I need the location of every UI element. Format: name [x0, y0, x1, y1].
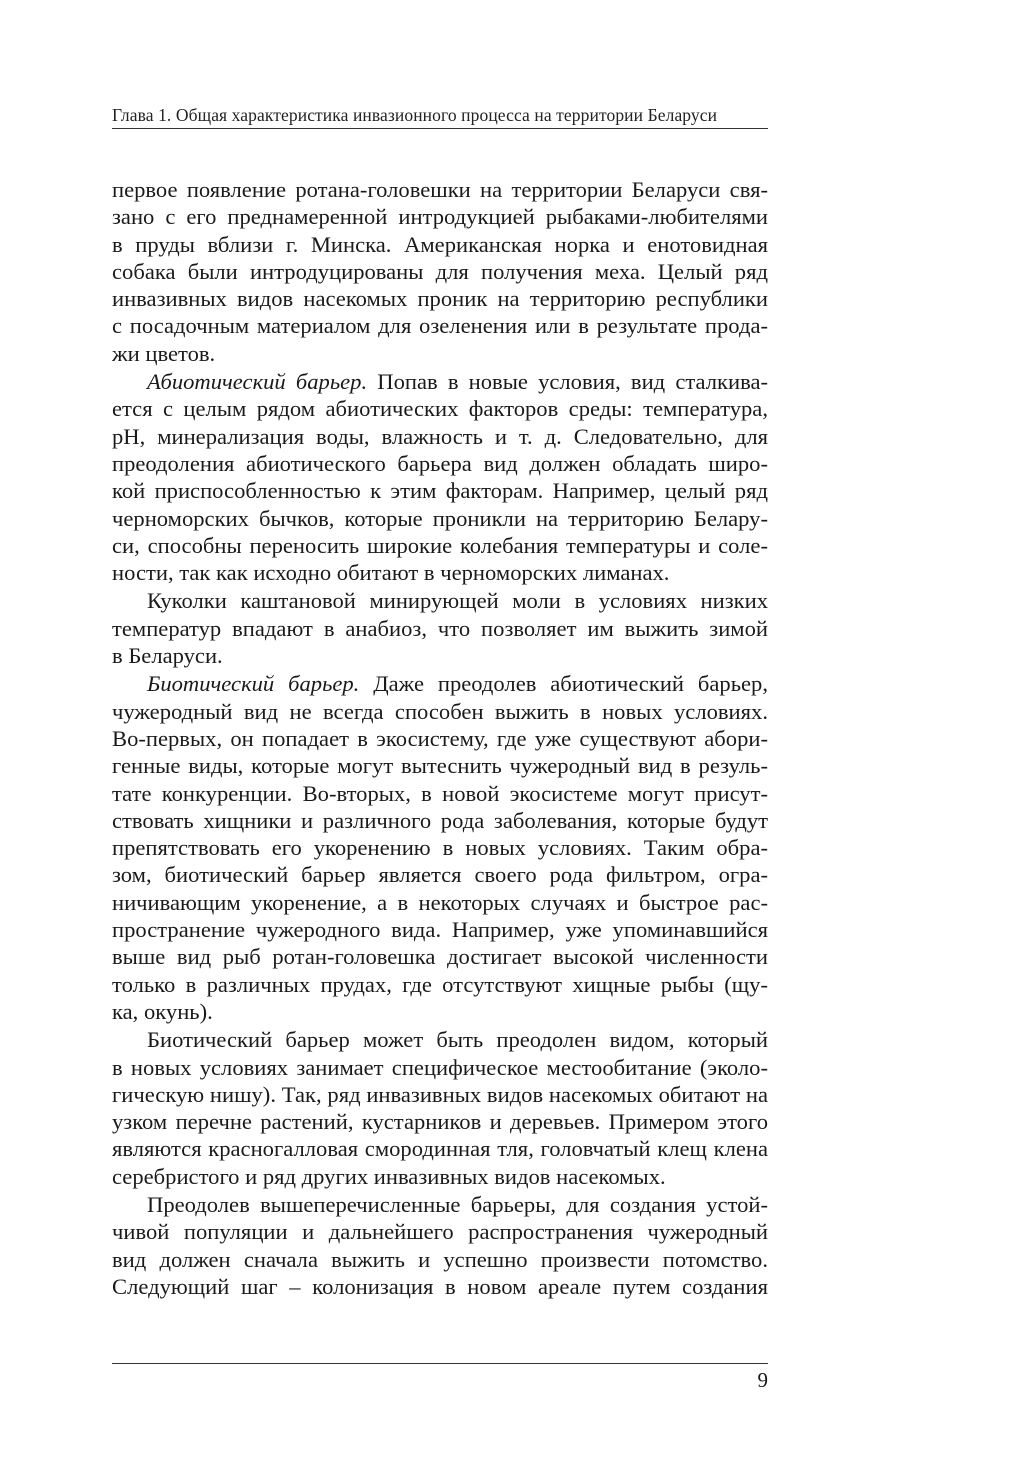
text-line: жи цветов. [112, 340, 216, 366]
text-fragment: Попав в новые условия, вид сталкива- [367, 369, 768, 395]
text-line: ется с целым рядом абиотических факторов среды: температура, [112, 396, 768, 422]
text-line: пространение чужеродного вида. Например, уже упоминавшийся [112, 917, 768, 943]
header-divider [112, 128, 768, 129]
running-header: Глава 1. Общая характеристика инвазионного процесса на территории Беларуси [112, 105, 718, 125]
text-line: си, способны переносить широкие колебания температуры и соле- [112, 532, 768, 558]
text-line: выше вид рыб ротан-головешка достигает высокой численности [112, 944, 768, 970]
text-line: ничивающим укоренение, а в некоторых случаях и быстрое рас- [112, 889, 768, 915]
text-fragment: Даже преодолев абиотический барьер, [359, 671, 768, 697]
text-line: являются красногалловая смородинная тля, головчатый клещ клена [112, 1136, 768, 1162]
text-line: Во-первых, он попадает в экосистему, где уже существуют абори- [112, 725, 768, 751]
text-line: вид должен сначала выжить и успешно произвести потомство. [112, 1246, 768, 1272]
text-line: ности, так как исходно обитают в черноморских лиманах. [112, 560, 670, 586]
text-line: только в различных прудах, где отсутствуют хищные рыбы (щу- [112, 971, 768, 997]
text-line: Преодолев вышеперечисленные барьеры, для создания устой- [147, 1191, 768, 1217]
text-line: Куколки каштановой минирующей моли в условиях низких [147, 588, 768, 614]
text-line: генные виды, которые могут вытеснить чужеродный вид в резуль- [112, 753, 768, 779]
text-line: pH, минерализация воды, влажность и т. д. Следовательно, для [112, 423, 768, 449]
text-line: в новых условиях занимает специфическое местообитание (эколо- [112, 1054, 768, 1080]
text-line-first [112, 368, 768, 395]
text-line: первое появление ротана-головешки на территории Беларуси свя- [112, 177, 768, 202]
text-line: с посадочным материалом для озеленения или в результате прода- [112, 313, 768, 339]
text-line: чужеродный вид не всегда способен выжить в новых условиях. [112, 698, 768, 724]
text-line: Биотический барьер может быть преодолен видом, который [147, 1027, 768, 1053]
footer-divider [112, 1363, 768, 1364]
text-line: зано с его преднамеренной интродукцией рыбаками-любителями [112, 204, 768, 230]
paragraph-abiotic-barrier [112, 368, 768, 586]
text-line-first [112, 670, 768, 697]
text-line: ствовать хищники и различного рода заболевания, которые будут [112, 807, 768, 833]
paragraph-1 [112, 176, 768, 367]
text-line: в пруды вблизи г. Минска. Американская норка и енотовидная [112, 231, 768, 257]
text-line: зом, биотический барьер является своего рода фильтром, огра- [112, 862, 768, 888]
text-line: узком перечне растений, кустарников и деревьев. Примером этого [112, 1109, 768, 1135]
text-line: собака были интродуцированы для получения меха. Целый ряд [112, 258, 768, 284]
text-line: черноморских бычков, которые проникли на территорию Белару- [112, 505, 768, 531]
paragraph-5 [112, 1026, 768, 1190]
text-line: кой приспособленностью к этим факторам. Например, целый ряд [112, 478, 768, 504]
paragraph-6 [112, 1191, 768, 1300]
text-line: чивой популяции и дальнейшего распространения чужеродный [112, 1219, 768, 1245]
text-line: Следующий шаг – колонизация в новом ареале путем создания [112, 1273, 768, 1299]
text-line: температур впадают в анабиоз, что позволяет им выжить зимой [112, 615, 768, 641]
section-lead-abiotic: Абиотический барьер. [147, 369, 368, 395]
text-line: в Беларуси. [112, 643, 223, 669]
page-number: 9 [757, 1368, 768, 1392]
text-line: препятствовать его укоренению в новых условиях. Таким обра- [112, 835, 768, 861]
text-line: преодоления абиотического барьера вид должен обладать широ- [112, 450, 768, 476]
text-line: ка, окунь). [112, 998, 213, 1024]
paragraph-3 [112, 587, 768, 669]
section-lead-biotic: Биотический барьер. [147, 671, 360, 697]
text-line: тате конкуренции. Во-вторых, в новой экосистеме могут присут- [112, 780, 768, 806]
paragraph-biotic-barrier [112, 670, 768, 1025]
text-line: инвазивных видов насекомых проник на территорию республики [112, 286, 768, 312]
text-line: гическую нишу). Так, ряд инвазивных видов насекомых обитают на [112, 1081, 768, 1107]
body-text [112, 176, 768, 1300]
text-line: серебристого и ряд других инвазивных видов насекомых. [112, 1163, 666, 1189]
